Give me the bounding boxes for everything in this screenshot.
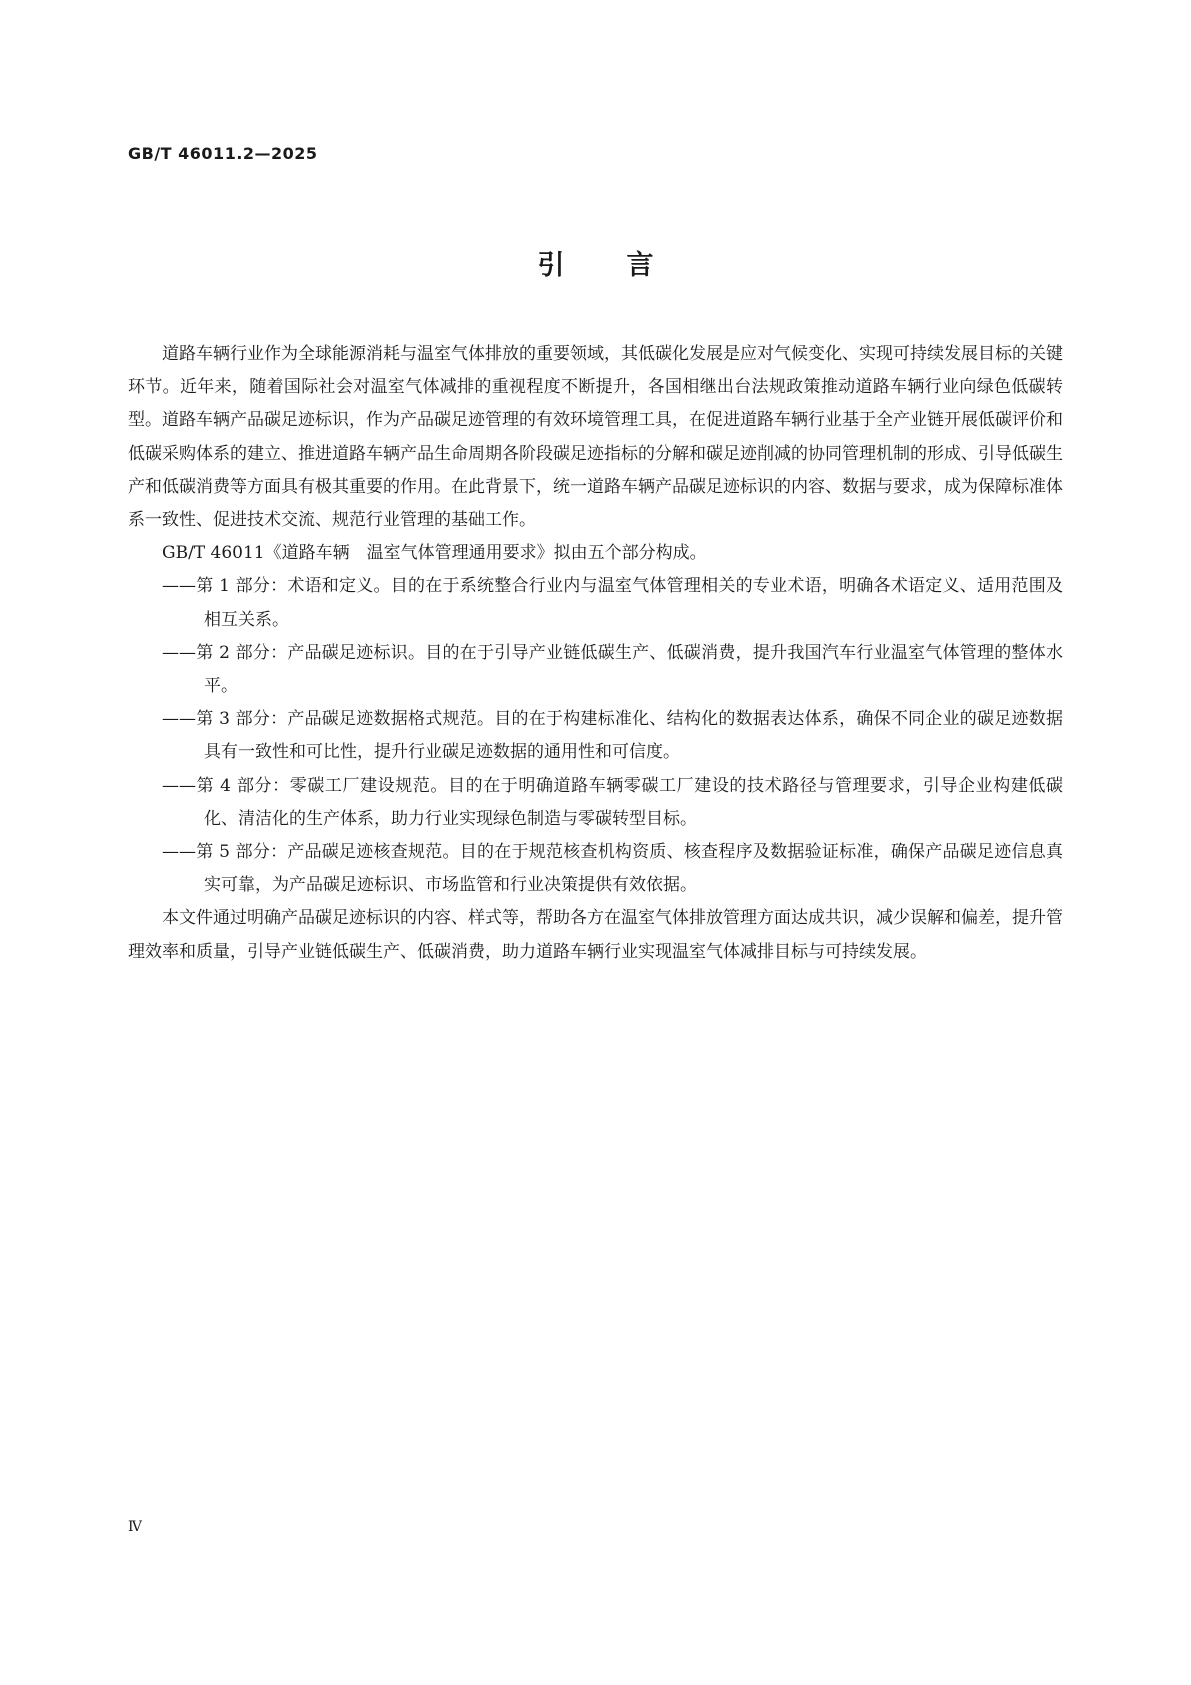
purpose-paragraph: 本文件通过明确产品碳足迹标识的内容、样式等，帮助各方在温室气体排放管理方面达成共识，减少误解和偏差，提升管理效率和质量，引导产业链低碳生产、低碳消费，助力道路车辆行业实现温室气体减排目标与可持续发展。 bbox=[128, 908, 1063, 962]
page-number: Ⅳ bbox=[128, 1519, 142, 1535]
structure-paragraph: GB/T 46011《道路车辆 温室气体管理通用要求》拟由五个部分构成。 bbox=[162, 543, 707, 564]
page-title: 引言 bbox=[537, 250, 716, 281]
list-item: ——第 2 部分：产品碳足迹标识。目的在于引导产业链低碳生产、低碳消费，提升我国汽车行业温室气体管理的整体水平。 bbox=[162, 642, 1063, 697]
list-item: ——第 4 部分：零碳工厂建设规范。目的在于明确道路车辆零碳工厂建设的技术路径与管理要求，引导企业构建低碳化、清洁化的生产体系，助力行业实现绿色制造与零碳转型目标。 bbox=[162, 775, 1063, 829]
intro-paragraph: 道路车辆行业作为全球能源消耗与温室气体排放的重要领域，其低碳化发展是应对气候变化、实现可持续发展目标的关键环节。近年来，随着国际社会对温室气体减排的重视程度不断提升，各国相继出台法规政策推动道路车辆行业向绿色低碳转型。道路车辆产品碳足迹标识，作为产品碳足迹管理的有效环境管理工具，在促进道路车辆行业基于全产业链开展低碳评价和低碳采购体系的建立、推进道路车辆产品生命周期各阶段碳足迹指标的分解和碳足迹削减的协同管理机制的形成、引导低碳生产和低碳消费等方面具有极其重要的作用。在此背景下，统一道路车辆产品碳足迹标识的内容、数据与要求，成为保障标准体系一致性、促进技术交流、规范行业管理的基础工作。 bbox=[128, 344, 1063, 531]
list-item: ——第 5 部分：产品碳足迹核查规范。目的在于规范核查机构资质、核查程序及数据验证标准，确保产品碳足迹信息真实可靠，为产品碳足迹标识、市场监管和行业决策提供有效依据。 bbox=[162, 842, 1063, 896]
list-item: ——第 3 部分：产品碳足迹数据格式规范。目的在于构建标准化、结构化的数据表达体系，确保不同企业的碳足迹数据具有一致性和可比性，提升行业碳足迹数据的通用性和可信度。 bbox=[162, 709, 1063, 763]
document-body bbox=[128, 338, 1063, 969]
standard-code: GB/T 46011.2—2025 bbox=[128, 144, 318, 163]
list-item: ——第 1 部分：术语和定义。目的在于系统整合行业内与温室气体管理相关的专业术语，明确各术语定义、适用范围及相互关系。 bbox=[162, 576, 1063, 630]
